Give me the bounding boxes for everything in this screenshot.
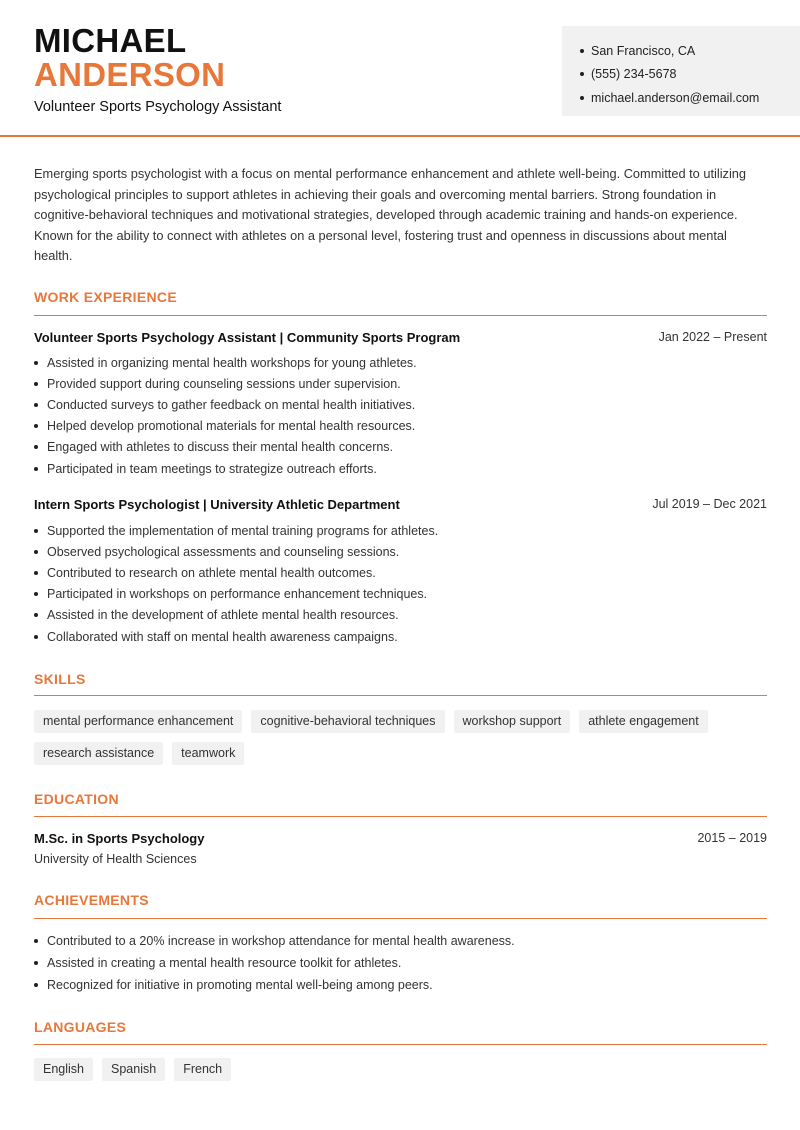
bullet-icon xyxy=(34,445,38,449)
list-item xyxy=(34,520,438,541)
bullet-text: Provided support during counseling sessions under supervision. xyxy=(47,376,401,391)
bullet-icon xyxy=(34,983,38,987)
section-title-languages: LANGUAGES xyxy=(34,1019,127,1035)
list-item xyxy=(34,930,515,952)
bullet-icon xyxy=(34,635,38,639)
list-item xyxy=(34,605,438,626)
bullet-text: Assisted in the development of athlete mental health resources. xyxy=(47,608,399,623)
bullet-icon xyxy=(580,96,584,100)
summary-paragraph: Emerging sports psychologist with a focus on mental performance enhancement and athlete well-being. Committed to utilizing psychological principles to support athletes in achieving their goals and overcoming mental barriers. Strong foundation in cognitive-behavioral techniques and motivational strategies, developed through academic training and hands-on experience. Known for the ability to connect with athletes on a personal level, fostering trust and openness in discussions about mental health. xyxy=(34,166,747,263)
list-item xyxy=(34,437,417,458)
bullet-text: Observed psychological assessments and counseling sessions. xyxy=(47,544,400,559)
bullet-icon xyxy=(34,613,38,617)
bullet-text: Engaged with athletes to discuss their mental health concerns. xyxy=(47,440,394,455)
bullet-text: Helped develop promotional materials for mental health resources. xyxy=(47,419,416,434)
skill-tag: research assistance xyxy=(34,742,163,765)
skill-tag: athlete engagement xyxy=(579,710,708,733)
bullet-icon xyxy=(34,550,38,554)
skill-tag: teamwork xyxy=(172,742,244,765)
bullet-icon xyxy=(34,592,38,596)
language-tag: English xyxy=(34,1058,93,1081)
job-date: Jul 2019 – Dec 2021 xyxy=(652,497,767,511)
job-date: Jan 2022 – Present xyxy=(658,330,767,344)
skill-tag: workshop support xyxy=(454,710,571,733)
bullet-icon xyxy=(34,467,38,471)
section-divider xyxy=(34,918,767,919)
contact-location xyxy=(580,39,800,63)
first-name: MICHAEL xyxy=(34,22,187,59)
list-item xyxy=(34,562,438,583)
section-title-work: WORK EXPERIENCE xyxy=(34,289,177,305)
language-tag: Spanish xyxy=(102,1058,165,1081)
bullet-icon xyxy=(580,72,584,76)
bullet-icon xyxy=(34,403,38,407)
email-text: michael.anderson@email.com xyxy=(591,90,760,105)
bullet-text: Conducted surveys to gather feedback on mental health initiatives. xyxy=(47,397,416,412)
bullet-icon xyxy=(34,529,38,533)
achievements-list xyxy=(34,930,515,996)
job-bullets xyxy=(34,520,438,647)
bullet-text: Recognized for initiative in promoting mental well-being among peers. xyxy=(47,978,433,992)
list-item xyxy=(34,394,417,415)
bullet-text: Assisted in creating a mental health resource toolkit for athletes. xyxy=(47,956,402,970)
section-divider xyxy=(34,695,767,696)
phone-text: (555) 234-5678 xyxy=(591,67,677,82)
list-item xyxy=(34,584,438,605)
language-tags xyxy=(34,1058,774,1081)
bullet-text: Participated in workshops on performance enhancement techniques. xyxy=(47,587,428,602)
bullet-icon xyxy=(34,571,38,575)
section-title-education: EDUCATION xyxy=(34,791,119,807)
list-item xyxy=(34,974,515,996)
skill-tag: mental performance enhancement xyxy=(34,710,242,733)
list-item xyxy=(34,373,417,394)
job-bullets xyxy=(34,352,417,479)
bullet-text: Supported the implementation of mental training programs for athletes. xyxy=(47,523,439,538)
bullet-icon xyxy=(580,49,584,53)
bullet-icon xyxy=(34,382,38,386)
contact-box xyxy=(562,26,800,116)
bullet-icon xyxy=(34,424,38,428)
skills-tags xyxy=(34,710,774,765)
bullet-text: Contributed to a 20% increase in workshop attendance for mental health awareness. xyxy=(47,934,515,948)
bullet-icon xyxy=(34,361,38,365)
bullet-text: Assisted in organizing mental health workshops for young athletes. xyxy=(47,355,417,370)
bullet-text: Collaborated with staff on mental health awareness campaigns. xyxy=(47,629,398,644)
list-item xyxy=(34,952,515,974)
skill-tag: cognitive-behavioral techniques xyxy=(251,710,444,733)
job-title: Volunteer Sports Psychology Assistant | Community Sports Program xyxy=(34,330,461,345)
location-text: San Francisco, CA xyxy=(591,43,696,58)
contact-phone xyxy=(580,63,800,87)
list-item xyxy=(34,416,417,437)
contact-email xyxy=(580,86,800,110)
job-role: Volunteer Sports Psychology Assistant xyxy=(34,99,282,115)
resume-header xyxy=(0,0,800,137)
list-item xyxy=(34,352,417,373)
section-divider xyxy=(34,816,767,817)
bullet-icon xyxy=(34,939,38,943)
section-divider xyxy=(34,1044,767,1045)
job-title: Intern Sports Psychologist | University Athletic Department xyxy=(34,497,400,512)
section-divider xyxy=(34,315,767,316)
section-title-achievements: ACHIEVEMENTS xyxy=(34,892,149,908)
section-title-skills: SKILLS xyxy=(34,671,86,687)
language-tag: French xyxy=(174,1058,231,1081)
list-item xyxy=(34,626,438,647)
bullet-text: Participated in team meetings to strategize outreach efforts. xyxy=(47,461,377,476)
education-date: 2015 – 2019 xyxy=(697,831,767,845)
last-name: ANDERSON xyxy=(34,56,226,93)
education-degree: M.Sc. in Sports Psychology xyxy=(34,831,205,846)
list-item xyxy=(34,458,417,479)
list-item xyxy=(34,541,438,562)
bullet-icon xyxy=(34,961,38,965)
bullet-text: Contributed to research on athlete mental health outcomes. xyxy=(47,565,376,580)
education-school: University of Health Sciences xyxy=(34,852,197,866)
